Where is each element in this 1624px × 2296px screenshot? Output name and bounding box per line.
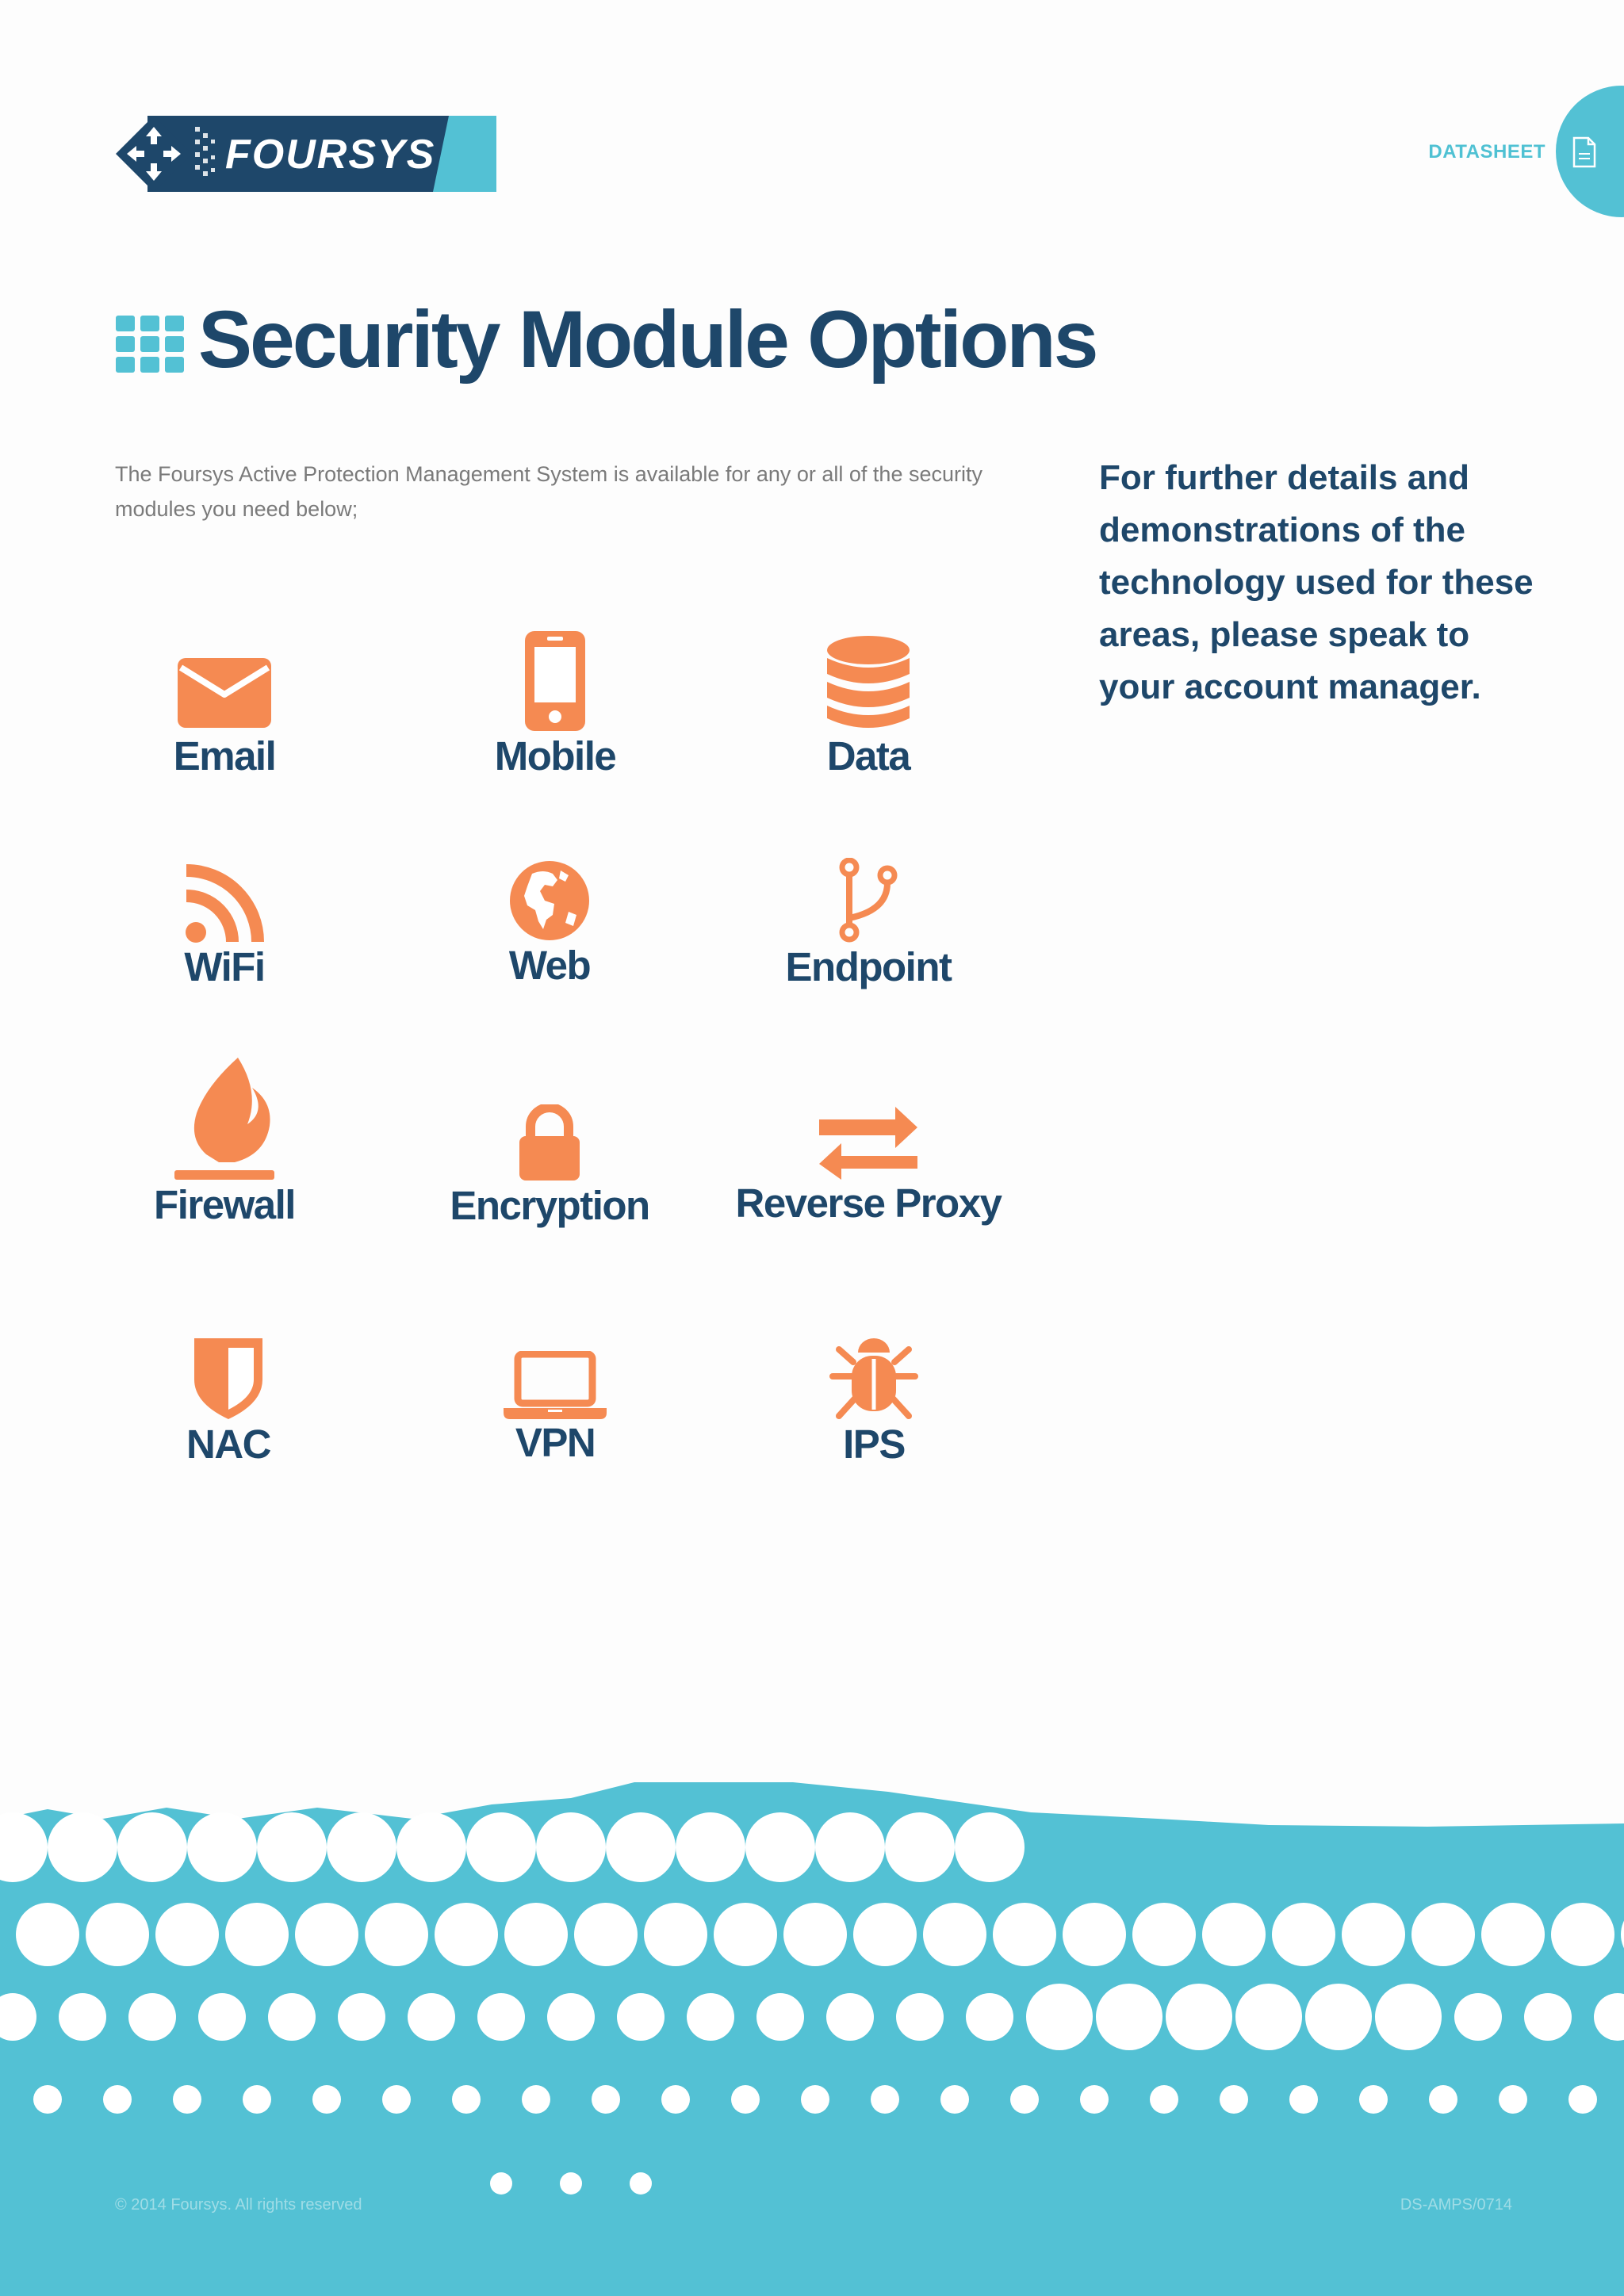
- halftone-dot: [1481, 1903, 1545, 1966]
- module-label: IPS: [843, 1422, 905, 1467]
- module-label: Firewall: [154, 1182, 295, 1227]
- halftone-dot: [801, 2085, 829, 2114]
- module-label: Encryption: [450, 1183, 649, 1228]
- halftone-dot: [1411, 1903, 1475, 1966]
- halftone-dot: [1551, 1903, 1614, 1966]
- halftone-dot: [1429, 2085, 1457, 2114]
- copyright-text: © 2014 Foursys. All rights reserved: [115, 2196, 362, 2214]
- halftone-dot: [173, 2085, 201, 2114]
- intro-text: The Foursys Active Protection Management System is available for any or all of the security modules you need below;: [115, 462, 982, 521]
- halftone-dot: [198, 1993, 246, 2041]
- halftone-dot: [1080, 2085, 1109, 2114]
- halftone-dot: [1166, 1984, 1232, 2050]
- halftone-dot: [871, 2085, 899, 2114]
- halftone-dot: [504, 1903, 568, 1966]
- halftone-dot: [676, 1812, 745, 1882]
- halftone-dot: [103, 2085, 132, 2114]
- halftone-dot: [1235, 1984, 1302, 2050]
- halftone-dot: [940, 2085, 969, 2114]
- halftone-dot: [756, 1993, 804, 2041]
- datasheet-tag: [1370, 86, 1624, 217]
- module-label: Web: [508, 943, 591, 988]
- halftone-dot: [536, 1812, 606, 1882]
- module-label: Endpoint: [785, 944, 952, 989]
- halftone-dot: [243, 2085, 271, 2114]
- globe-icon: [508, 859, 591, 942]
- module-ips: [715, 1335, 1032, 1468]
- grid-icon: [116, 316, 184, 373]
- halftone-dot: [1096, 1984, 1162, 2050]
- module-encryption: [391, 1104, 708, 1230]
- database-icon: [825, 634, 912, 733]
- datasheet-label: DATASHEET: [1428, 141, 1545, 163]
- halftone-dot: [1454, 1993, 1502, 2041]
- module-endpoint: [710, 858, 1027, 991]
- shield-icon: [193, 1337, 264, 1421]
- halftone-dot: [547, 1993, 595, 2041]
- module-label: WiFi: [184, 944, 265, 989]
- halftone-dot: [382, 2085, 411, 2114]
- halftone-dot: [815, 1812, 885, 1882]
- halftone-dot: [783, 1903, 847, 1966]
- halftone-dot: [617, 1993, 665, 2041]
- halftone-dot: [644, 1903, 707, 1966]
- module-data: [710, 634, 1027, 780]
- contact-note: For further details and demonstrations of the technology used for these areas, please speak to your account manager.: [1099, 458, 1534, 706]
- module-reverse-proxy: [710, 1107, 1027, 1227]
- module-label: NAC: [186, 1422, 270, 1467]
- halftone-dot: [606, 1812, 676, 1882]
- halftone-dot: [408, 1993, 455, 2041]
- envelope-icon: [176, 653, 273, 733]
- halftone-dot: [1568, 2085, 1597, 2114]
- halftone-dot: [1289, 2085, 1318, 2114]
- halftone-dot: [225, 1903, 289, 1966]
- module-wifi: [66, 864, 383, 991]
- halftone-dot: [477, 1993, 525, 2041]
- halftone-dot: [630, 2172, 652, 2195]
- halftone-dot: [955, 1812, 1025, 1882]
- halftone-dot: [574, 1903, 638, 1966]
- halftone-dot: [1132, 1903, 1196, 1966]
- foursys-logo: [116, 116, 496, 192]
- halftone-dot: [923, 1903, 986, 1966]
- halftone-dot: [365, 1903, 428, 1966]
- halftone-dot: [522, 2085, 550, 2114]
- halftone-dot: [435, 1903, 498, 1966]
- halftone-dot: [731, 2085, 760, 2114]
- halftone-dot: [853, 1903, 917, 1966]
- module-label: Reverse Proxy: [735, 1181, 1002, 1226]
- halftone-dot: [257, 1812, 327, 1882]
- module-vpn: [396, 1351, 714, 1467]
- halftone-dot: [268, 1993, 316, 2041]
- page-title: Security Module Options: [198, 294, 1097, 385]
- halftone-dot: [896, 1993, 944, 2041]
- code-fork-icon: [837, 858, 900, 943]
- module-mobile: [396, 629, 714, 780]
- halftone-dot: [1524, 1993, 1572, 2041]
- halftone-dot: [1499, 2085, 1527, 2114]
- module-email: [66, 653, 383, 780]
- halftone-dot: [338, 1993, 385, 2041]
- module-nac: [70, 1337, 387, 1468]
- halftone-dot: [592, 2085, 620, 2114]
- halftone-dot: [966, 1993, 1013, 2041]
- halftone-dot: [312, 2085, 341, 2114]
- halftone-dot: [33, 2085, 62, 2114]
- halftone-dot: [1359, 2085, 1388, 2114]
- module-label: Email: [173, 733, 276, 779]
- halftone-dot: [117, 1812, 187, 1882]
- halftone-dot: [560, 2172, 582, 2195]
- halftone-dot: [466, 1812, 536, 1882]
- flame-icon: [173, 1054, 276, 1181]
- footer-dot-pattern: [0, 1776, 1624, 2296]
- mobile-phone-icon: [523, 629, 587, 733]
- module-label: Data: [826, 733, 910, 779]
- halftone-dot: [1202, 1903, 1266, 1966]
- svg-text:FOURSYS: FOURSYS: [225, 132, 436, 178]
- halftone-dot: [327, 1812, 396, 1882]
- halftone-dot: [1342, 1903, 1405, 1966]
- laptop-icon: [504, 1351, 607, 1419]
- module-label: VPN: [515, 1420, 596, 1465]
- halftone-dot: [993, 1903, 1056, 1966]
- halftone-dot: [16, 1903, 79, 1966]
- halftone-dot: [1375, 1984, 1442, 2050]
- halftone-dot: [1026, 1984, 1093, 2050]
- halftone-dot: [452, 2085, 481, 2114]
- padlock-icon: [518, 1104, 581, 1182]
- rss-feed-icon: [185, 864, 264, 943]
- halftone-dot: [295, 1903, 358, 1966]
- document-code: DS-AMPS/0714: [1400, 2196, 1512, 2214]
- halftone-dot: [714, 1903, 777, 1966]
- document-icon: [1572, 136, 1597, 168]
- halftone-dot: [745, 1812, 815, 1882]
- halftone-dot: [155, 1903, 219, 1966]
- halftone-dot: [661, 2085, 690, 2114]
- module-label: Mobile: [494, 733, 616, 779]
- halftone-dot: [1305, 1984, 1372, 2050]
- halftone-dot: [1010, 2085, 1039, 2114]
- bug-icon: [829, 1335, 918, 1421]
- halftone-dot: [187, 1812, 257, 1882]
- module-web: [391, 859, 708, 989]
- module-firewall: [66, 1054, 383, 1229]
- halftone-dot: [128, 1993, 176, 2041]
- halftone-dot: [59, 1993, 106, 2041]
- halftone-dot: [1272, 1903, 1335, 1966]
- halftone-dot: [1150, 2085, 1178, 2114]
- halftone-dot: [826, 1993, 874, 2041]
- halftone-dot: [490, 2172, 512, 2195]
- halftone-dot: [1220, 2085, 1248, 2114]
- halftone-dot: [1063, 1903, 1126, 1966]
- halftone-dot: [687, 1993, 734, 2041]
- halftone-dot: [48, 1812, 117, 1882]
- halftone-dot: [885, 1812, 955, 1882]
- halftone-dot: [396, 1812, 466, 1882]
- halftone-dot: [86, 1903, 149, 1966]
- exchange-arrows-icon: [819, 1107, 917, 1180]
